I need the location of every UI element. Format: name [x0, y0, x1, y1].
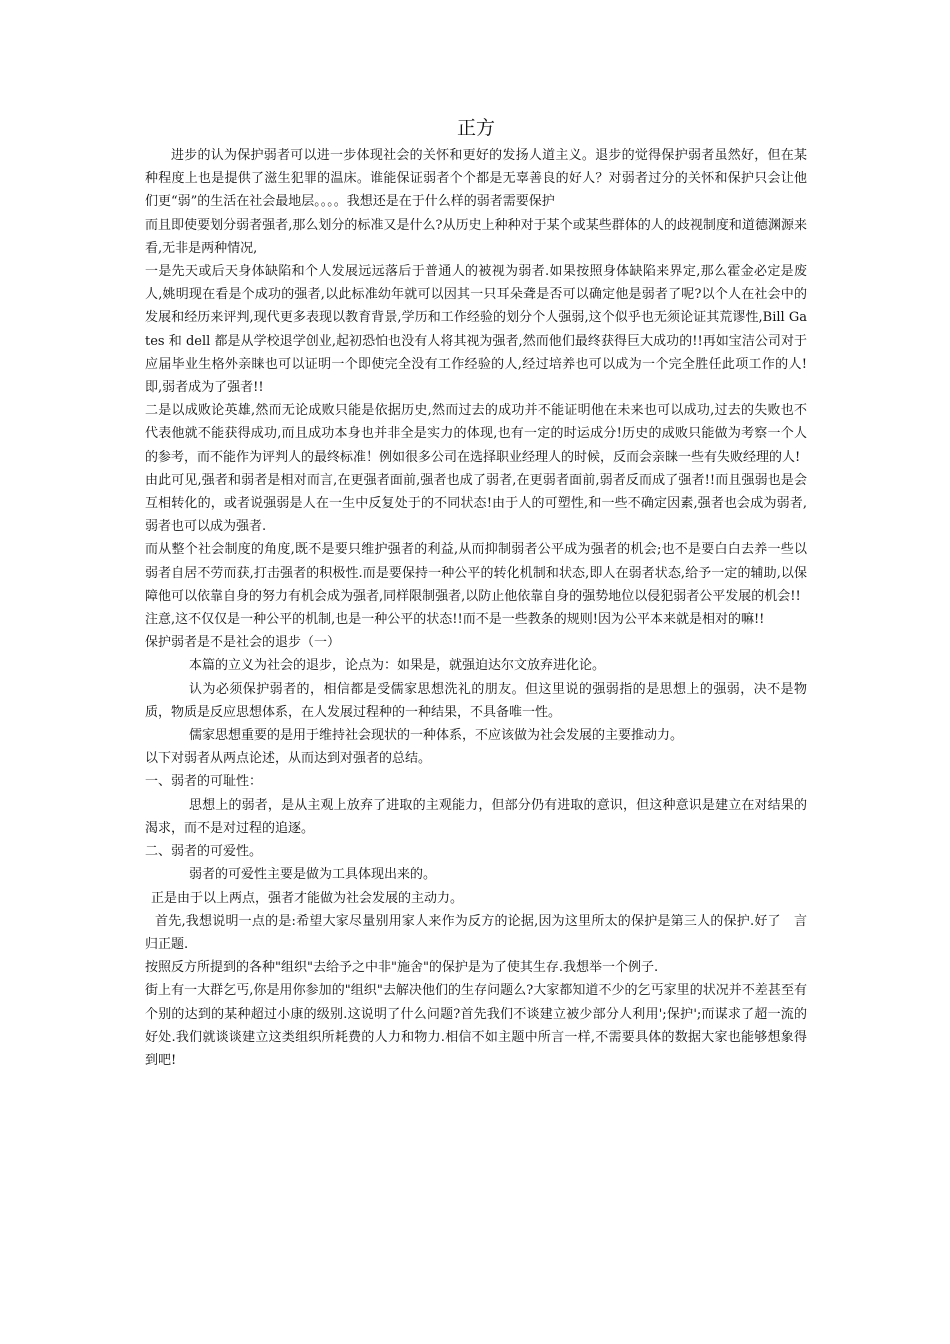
paragraph-outline: 以下对弱者从两点论述，从而达到对强者的总结。: [145, 751, 432, 767]
heading-lovable: 二、弱者的可爱性。: [145, 844, 263, 860]
paragraph-lovable: 弱者的可爱性主要是做为工具体现出来的。: [189, 867, 437, 883]
paragraph-first: 首先,我想说明一点的是:希望大家尽量别用家人来作为反方的论据,因为这里所太的保护是第三人的保护.好了 言归正题.: [145, 913, 807, 952]
paragraph-case-one: 一是先天或后天身体缺陷和个人发展远远落后于普通人的被视为弱者.如果按照身体缺陷来界定,那么霍金必定是废人,姚明现在看是个成功的强者,以此标准幼年就可以因其一只耳朵聋是否可以确定他是弱者了呢?以个人在社会中的发展和经历来评判,现代更多表现以教育背景,学历和工作经验的划分个人强弱,这个似乎也无须论证其荒谬性,Bill Gates 和 dell 都是从学校退学创业,起初恐怕也没有人将其视为强者,然而他们最终获得巨大成功的!!再如宝洁公司对于应届毕业生格外亲睐也可以证明一个即使完全没有工作经验的人,经过培养也可以成为一个完全胜任此项工作的人!即,弱者成为了强者!!: [145, 264, 807, 396]
paragraph-relative: 由此可见,强者和弱者是相对而言,在更强者面前,强者也成了弱者,在更弱者面前,弱者反而成了强者!!而且强弱也是会互相转化的，或者说强弱是人在一生中反复处于的不同状态!由于人的可塑性,和一些不确定因素,强者也会成为弱者,弱者也可以成为强者.: [145, 472, 807, 535]
paragraph-standard: 而且即使要划分弱者强者,那么划分的标准又是什么?从历史上种种对于某个或某些群体的人的歧视制度和道德渊源来看,无非是两种情况,: [145, 217, 807, 256]
paragraph-beggars: 街上有一大群乞丐,你是用你参加的"组织"去解决他们的生存问题么?大家都知道不少的乞丐家里的状况并不差甚至有个别的达到的某种超过小康的级别.这说明了什么问题?首先我们不谈建立被少部分人利用';保护';而谋求了超一流的好处.我们就谈谈建立这类组织所耗费的人力和物力.相信不如主题中所言一样,不需要具体的数据大家也能够想象得到吧!: [145, 983, 807, 1068]
paragraph-note: 注意,这不仅仅是一种公平的机制,也是一种公平的状态!!而不是一些教条的规则!因为公平本来就是相对的嘛!!: [145, 612, 765, 628]
paragraph-system: 而从整个社会制度的角度,既不是要只维护强者的利益,从而抑制弱者公平成为强者的机会;也不是要白白去养一些以弱者自居不劳而获,打击强者的积极性.而是要保持一种公平的转化机制和状态,即人在弱者状态,给予一定的辅助,以保障他可以依靠自身的努力有机会成为强者,同样限制强者,以防止他依靠自身的强势地位以侵犯弱者公平发展的机会!!: [145, 542, 807, 604]
paragraph-intro: 进步的认为保护弱者可以进一步体现社会的关怀和更好的发扬人道主义。退步的觉得保护弱者虽然好，但在某种程度上也是提供了滋生犯罪的温床。谁能保证弱者个个都是无辜善良的好人？对弱者过分的关怀和保护只会让他们更“弱”的生活在社会最地层。。。。我想还是在于什么样的弱者需要保护: [145, 148, 807, 210]
document-body: [145, 114, 807, 1072]
paragraph-shame: 思想上的弱者，是从主观上放弃了进取的主观能力，但部分仍有进取的意识，但这种意识是建立在对结果的渴求，而不是对过程的追逐。: [145, 797, 807, 836]
paragraph-confucian-role: 儒家思想重要的是用于维持社会现状的一种体系，不应该做为社会发展的主要推动力。: [189, 728, 684, 744]
paragraph-case-two: 二是以成败论英雄,然而无论成败只能是依据历史,然而过去的成功并不能证明他在未来也可以成功,过去的失败也不代表他就不能获得成功,而且成功本身也并非全是实力的体现,也有一定的时运成分!历史的成败只能做为考察一个人的参考，而不能作为评判人的最终标准！例如很多公司在选择职业经理人的时候，反而会亲睐一些有失败经理的人!: [145, 403, 807, 465]
paragraph-conclusion: 正是由于以上两点，强者才能做为社会发展的主动力。: [151, 890, 464, 906]
paragraph-confucian: 认为必须保护弱者的，相信都是受儒家思想洗礼的朋友。但这里说的强弱指的是思想上的强弱，决不是物质，物质是反应思想体系，在人发展过程种的一种结果，不具备唯一性。: [145, 681, 807, 720]
heading-shame: 一、弱者的可耻性：: [145, 774, 263, 790]
paragraph-thesis: 本篇的立义为社会的退步，论点为：如果是，就强迫达尔文放弃进化论。: [189, 658, 606, 674]
section-heading-regress: 保护弱者是不是社会的退步（一）: [145, 635, 341, 651]
document-title: 正方: [456, 117, 495, 139]
paragraph-example-intro: 按照反方所提到的各种"组织"去给予之中非"施舍"的保护是为了使其生存.我想举一个例子.: [145, 960, 659, 976]
